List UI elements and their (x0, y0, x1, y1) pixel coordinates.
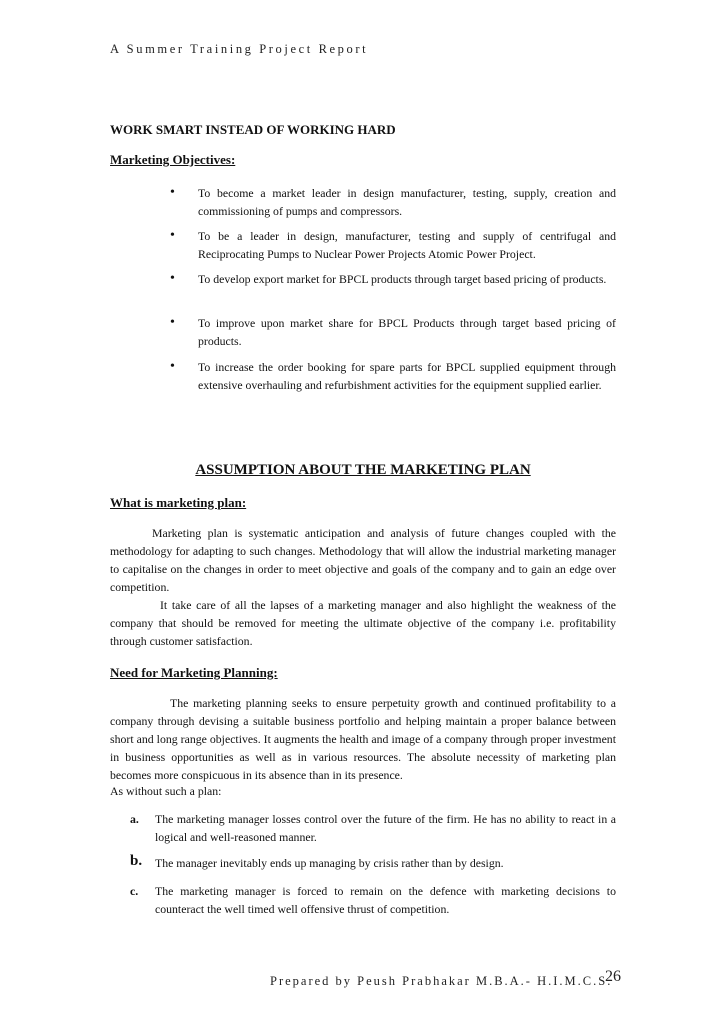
need-paragraph: The marketing planning seeks to ensure perpetuity growth and continued profitability to a company through devising a suitable business portfolio and helping maintain a proper balance between short and long range objectives. It augments the health and image of a company through proper investment in business opportunities as well as in various resources. The absolute necessity of marketing plan becomes more conspicuous in its absence than in its presence. (110, 696, 616, 782)
list-item-text: To improve upon market share for BPCL Products through target based pricing of products. (198, 316, 616, 348)
what-is-paragraph-1: Marketing plan is systematic anticipation and analysis of future changes coupled with the methodology for adapting to such changes. Methodology that will allow the industrial marketing manager to capitalise on the changes in order to meet objective and goals of the company and to gain an edge over competition. (110, 526, 616, 594)
need-heading: Need for Marketing Planning: (110, 665, 278, 680)
list-item-text: To increase the order booking for spare parts for BPCL supplied equipment through extensive overhauling and refurbishment activities for the equipment supplied earlier. (198, 360, 616, 392)
page-number: 26 (605, 968, 621, 985)
footer-prepared-by: Prepared by Peush Prabhakar M.B.A.- H.I.M.C.S. (270, 974, 613, 988)
marketing-objectives-heading: Marketing Objectives: (110, 152, 236, 167)
running-header: A Summer Training Project Report (110, 42, 369, 56)
list-item-text: The marketing manager losses control over the future of the firm. He has no ability to react in a logical and well-reasoned manner. (155, 812, 616, 844)
need-intro: As without such a plan: (110, 784, 222, 798)
list-label: a. (130, 812, 139, 826)
bullet-icon: • (170, 228, 175, 243)
list-item-text: To be a leader in design, manufacturer, testing and supply of centrifugal and Reciprocating Pumps to Nuclear Power Projects Atomic Power Project. (198, 229, 616, 261)
list-item-text: The manager inevitably ends up managing by crisis rather than by design. (155, 856, 504, 870)
list-label: b. (130, 853, 143, 869)
assumption-heading: ASSUMPTION ABOUT THE MARKETING PLAN (195, 462, 531, 478)
page-title: WORK SMART INSTEAD OF WORKING HARD (110, 122, 396, 137)
list-label: c. (130, 884, 139, 898)
list-item-text: The marketing manager is forced to remain on the defence with marketing decisions to counteract the well timed well offensive thrust of competition. (155, 884, 616, 916)
what-is-paragraph-2: It take care of all the lapses of a marketing manager and also highlight the weakness of the company that should be removed for meeting the ultimate objective of the company i.e. profitability through customer satisfaction. (110, 598, 616, 648)
bullet-icon: • (170, 315, 175, 330)
list-item-text: To develop export market for BPCL products through target based pricing of products. (198, 272, 607, 286)
list-item-text: To become a market leader in design manufacturer, testing, supply, creation and commissioning of pumps and compressors. (198, 186, 616, 218)
bullet-icon: • (170, 271, 175, 286)
bullet-icon: • (170, 359, 175, 374)
bullet-icon: • (170, 185, 175, 200)
what-is-heading: What is marketing plan: (110, 495, 247, 510)
